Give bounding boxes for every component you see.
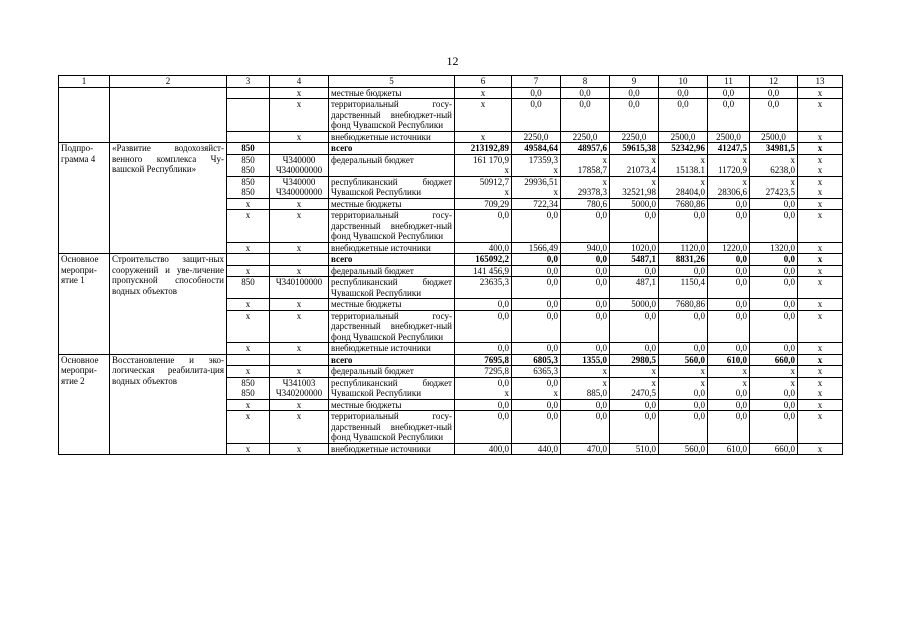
value-cell-12: 660,0 [750, 354, 798, 366]
value-cell-10: 52342,96 [659, 143, 708, 155]
value-cell-11: 0,0 [708, 265, 750, 277]
target-article-cell: х [270, 443, 329, 455]
table-row [59, 87, 843, 99]
value-cell-7: 1566,49 [512, 242, 561, 254]
value-cell-7: 0,0 [512, 343, 561, 355]
code-850-cell [227, 87, 270, 99]
funding-source-cell: территориальный госу-дарственный внебюджет-ный фонд Чувашской Республики [329, 310, 455, 343]
value-cell-7: 0,0 [512, 310, 561, 343]
value-cell-9: 1020,0 [610, 242, 659, 254]
value-cell-7: 2250,0 [512, 131, 561, 143]
value-cell-10: 7680,86 [659, 299, 708, 311]
value-cell-6: 0,0 [455, 310, 512, 343]
value-cell-8: х 29378,3 [561, 176, 610, 198]
value-cell-13: х х [798, 176, 843, 198]
value-cell-7: 6365,3 [512, 366, 561, 378]
value-cell-9: х 2470,5 [610, 377, 659, 399]
value-cell-12: 0,0 [750, 210, 798, 243]
value-cell-6: 50912,7 х [455, 176, 512, 198]
value-cell-6: х [455, 99, 512, 132]
page-number: 12 [446, 54, 459, 68]
value-cell-7: 0,0 [512, 265, 561, 277]
value-cell-10: 0,0 [659, 399, 708, 411]
target-article-cell: х [270, 131, 329, 143]
column-header-9: 9 [610, 76, 659, 88]
value-cell-8: х 885,0 [561, 377, 610, 399]
funding-source-cell: федеральный бюджет [329, 366, 455, 378]
value-cell-13: х х [798, 377, 843, 399]
value-cell-13: х [798, 399, 843, 411]
column-header-1: 1 [59, 76, 110, 88]
value-cell-10: х [659, 366, 708, 378]
value-cell-13: х [798, 131, 843, 143]
column-header-2: 2 [110, 76, 227, 88]
value-cell-13: х [798, 354, 843, 366]
value-cell-7: 0,0 [512, 277, 561, 299]
value-cell-9: 5487,1 [610, 254, 659, 266]
value-cell-9: х 21073,4 [610, 154, 659, 176]
value-cell-11: 0,0 [708, 310, 750, 343]
main-activity-2-description: Восстановление и эко-логическая реабилита-ция водных объектов [110, 354, 227, 455]
value-cell-11: х 11720,9 [708, 154, 750, 176]
value-cell-8: 0,0 [561, 399, 610, 411]
value-cell-13: х [798, 210, 843, 243]
value-cell-12: х [750, 366, 798, 378]
table-row [59, 354, 843, 366]
column-header-5: 5 [329, 76, 455, 88]
value-cell-8: 0,0 [561, 277, 610, 299]
code-850-cell [227, 99, 270, 132]
target-article-cell [270, 254, 329, 266]
value-cell-9: 0,0 [610, 99, 659, 132]
code-cell: х [227, 366, 270, 378]
value-cell-10: х 0,0 [659, 377, 708, 399]
column-header-13: 13 [798, 76, 843, 88]
column-header-11: 11 [708, 76, 750, 88]
target-article-cell: Ч340000 Ч340000000 [270, 176, 329, 198]
value-cell-6: 141 456,9 [455, 265, 512, 277]
value-cell-7: 0,0 [512, 399, 561, 411]
funding-source-cell: внебюджетные источники [329, 443, 455, 455]
value-cell-11: 0,0 [708, 254, 750, 266]
code-cell: 850 [227, 277, 270, 299]
funding-source-cell: внебюджетные источники [329, 131, 455, 143]
value-cell-8: 0,0 [561, 265, 610, 277]
value-cell-7: 49584,64 [512, 143, 561, 155]
value-cell-6: 0,0 [455, 399, 512, 411]
target-article-cell: х [270, 242, 329, 254]
value-cell-13: х [798, 310, 843, 343]
value-cell-11: 2500,0 [708, 131, 750, 143]
value-cell-11: 0,0 [708, 343, 750, 355]
value-cell-11: 0,0 [708, 87, 750, 99]
value-cell-9: 0,0 [610, 310, 659, 343]
funding-source-cell: местные бюджеты [329, 299, 455, 311]
value-cell-10: 1150,4 [659, 277, 708, 299]
value-cell-13: х [798, 443, 843, 455]
value-cell-9: 59615,38 [610, 143, 659, 155]
value-cell-7: 722,34 [512, 198, 561, 210]
target-article-cell: х [270, 310, 329, 343]
code-cell: 850 850 [227, 377, 270, 399]
funding-source-cell: всего [329, 254, 455, 266]
value-cell-10: х 28404,0 [659, 176, 708, 198]
value-cell-11: 0,0 [708, 210, 750, 243]
column-header-12: 12 [750, 76, 798, 88]
value-cell-6: х [455, 131, 512, 143]
main-activity-1-description: Строительство защит-ных сооружений и уве-личение пропускной способности водных объектов [110, 254, 227, 355]
value-cell-6: 0,0 [455, 299, 512, 311]
header-row [59, 76, 843, 88]
budget-table [58, 75, 843, 455]
value-cell-10: 7680,86 [659, 198, 708, 210]
value-cell-13: х [798, 265, 843, 277]
value-cell-11: 0,0 [708, 99, 750, 132]
target-article-cell: Ч341003 Ч340200000 [270, 377, 329, 399]
value-cell-7: 0,0 [512, 99, 561, 132]
value-cell-11: 0,0 [708, 411, 750, 444]
value-cell-12: 2500,0 [750, 131, 798, 143]
value-cell-9: х [610, 366, 659, 378]
value-cell-12: 0,0 [750, 87, 798, 99]
value-cell-6: 213192,89 [455, 143, 512, 155]
value-cell-6: 23635,3 [455, 277, 512, 299]
target-article-cell [270, 354, 329, 366]
target-article-cell: х [270, 99, 329, 132]
code-cell: х [227, 242, 270, 254]
value-cell-6: 0,0 [455, 210, 512, 243]
value-cell-10: 0,0 [659, 265, 708, 277]
target-article-cell: х [270, 343, 329, 355]
value-cell-9: 0,0 [610, 265, 659, 277]
value-cell-11: 610,0 [708, 354, 750, 366]
code-850-cell [227, 131, 270, 143]
value-cell-7: 0,0 [512, 210, 561, 243]
value-cell-10: 0,0 [659, 99, 708, 132]
funding-source-cell: местные бюджеты [329, 198, 455, 210]
value-cell-12: 0,0 [750, 265, 798, 277]
main-activity-2-title: Основное меропри-ятие 2 [59, 354, 110, 455]
value-cell-8: 0,0 [561, 343, 610, 355]
code-cell: х [227, 411, 270, 444]
value-cell-8: 940,0 [561, 242, 610, 254]
value-cell-8: 0,0 [561, 299, 610, 311]
value-cell-7: 0,0 х [512, 377, 561, 399]
value-cell-10: 2500,0 [659, 131, 708, 143]
value-cell-8: 0,0 [561, 310, 610, 343]
target-article-cell: Ч340100000 [270, 277, 329, 299]
code-cell: х [227, 443, 270, 455]
value-cell-11: 0,0 [708, 399, 750, 411]
subprogram-4-title: Подпро-грамма 4 [59, 143, 110, 254]
value-cell-12: х 27423,5 [750, 176, 798, 198]
table-row [59, 143, 843, 155]
value-cell-9: 5000,0 [610, 299, 659, 311]
value-cell-11: х 28306,6 [708, 176, 750, 198]
value-cell-10: 0,0 [659, 210, 708, 243]
value-cell-7: 6805,3 [512, 354, 561, 366]
value-cell-6: 161 170,9 х [455, 154, 512, 176]
value-cell-12: 0,0 [750, 343, 798, 355]
funding-source-cell: федеральный бюджет [329, 265, 455, 277]
value-cell-8: 0,0 [561, 210, 610, 243]
value-cell-11: х [708, 366, 750, 378]
col1-cell [59, 87, 110, 143]
funding-source-cell: местные бюджеты [329, 399, 455, 411]
funding-source-cell: всего [329, 354, 455, 366]
value-cell-12: 0,0 [750, 198, 798, 210]
value-cell-13: х [798, 198, 843, 210]
value-cell-10: 560,0 [659, 354, 708, 366]
value-cell-8: 0,0 [561, 99, 610, 132]
funding-source-cell: внебюджетные источники [329, 343, 455, 355]
target-article-cell: х [270, 399, 329, 411]
value-cell-8: 0,0 [561, 254, 610, 266]
code-cell: 850 850 [227, 154, 270, 176]
code-cell: 850 [227, 143, 270, 155]
column-header-7: 7 [512, 76, 561, 88]
value-cell-12: 0,0 [750, 399, 798, 411]
funding-source-cell: всего [329, 143, 455, 155]
value-cell-7: 440,0 [512, 443, 561, 455]
value-cell-8: х [561, 366, 610, 378]
value-cell-6: 165092,2 [455, 254, 512, 266]
value-cell-11: х 0,0 [708, 377, 750, 399]
funding-source-cell: республиканский бюджет Чувашской Республики [329, 176, 455, 198]
value-cell-12: 1320,0 [750, 242, 798, 254]
value-cell-8: 780,6 [561, 198, 610, 210]
value-cell-7: 17359,3 х [512, 154, 561, 176]
target-article-cell: х [270, 265, 329, 277]
value-cell-10: 0,0 [659, 343, 708, 355]
value-cell-11: 610,0 [708, 443, 750, 455]
value-cell-8: 470,0 [561, 443, 610, 455]
code-cell: х [227, 299, 270, 311]
column-header-3: 3 [227, 76, 270, 88]
value-cell-13: х [798, 299, 843, 311]
value-cell-12: 0,0 [750, 299, 798, 311]
value-cell-7: 0,0 [512, 411, 561, 444]
column-header-10: 10 [659, 76, 708, 88]
value-cell-6: 400,0 [455, 242, 512, 254]
value-cell-13: х [798, 277, 843, 299]
subprogram-4-description: «Развитие водохозяйст-венного комплекса Чу-вашской Республики» [110, 143, 227, 254]
funding-source-cell: внебюджетные источники [329, 242, 455, 254]
value-cell-6: 7295,8 [455, 366, 512, 378]
value-cell-9: 487,1 [610, 277, 659, 299]
target-article-cell: х [270, 87, 329, 99]
code-cell [227, 254, 270, 266]
target-article-cell: Ч340000 Ч340000000 [270, 154, 329, 176]
value-cell-12: 0,0 [750, 411, 798, 444]
value-cell-7: 0,0 [512, 87, 561, 99]
col2-cell [110, 87, 227, 143]
value-cell-12: 0,0 [750, 310, 798, 343]
code-cell: х [227, 210, 270, 243]
value-cell-11: 0,0 [708, 277, 750, 299]
value-cell-12: 0,0 [750, 277, 798, 299]
value-cell-13: х [798, 87, 843, 99]
value-cell-13: х [798, 242, 843, 254]
value-cell-9: 2250,0 [610, 131, 659, 143]
value-cell-7: 0,0 [512, 254, 561, 266]
value-cell-8: 48957,6 [561, 143, 610, 155]
value-cell-12: х 0,0 [750, 377, 798, 399]
value-cell-8: 1355,0 [561, 354, 610, 366]
code-cell: х [227, 310, 270, 343]
value-cell-11: 1220,0 [708, 242, 750, 254]
column-header-4: 4 [270, 76, 329, 88]
code-cell: 850 850 [227, 176, 270, 198]
target-article-cell: х [270, 198, 329, 210]
value-cell-10: 560,0 [659, 443, 708, 455]
value-cell-6: х [455, 87, 512, 99]
value-cell-10: 8831,26 [659, 254, 708, 266]
value-cell-12: х 6238,0 [750, 154, 798, 176]
value-cell-8: х 17858,7 [561, 154, 610, 176]
value-cell-13: х х [798, 154, 843, 176]
funding-source-cell: местные бюджеты [329, 87, 455, 99]
target-article-cell: х [270, 299, 329, 311]
value-cell-13: х [798, 411, 843, 444]
value-cell-11: 41247,5 [708, 143, 750, 155]
value-cell-13: х [798, 366, 843, 378]
value-cell-9: 0,0 [610, 399, 659, 411]
funding-source-cell: федеральный бюджет [329, 154, 455, 176]
value-cell-9: 0,0 [610, 87, 659, 99]
funding-source-cell: территориальный госу-дарственный внебюджет-ный фонд Чувашской Республики [329, 99, 455, 132]
value-cell-8: 0,0 [561, 87, 610, 99]
funding-source-cell: территориальный госу-дарственный внебюджет-ный фонд Чувашской Республики [329, 210, 455, 243]
value-cell-12: 660,0 [750, 443, 798, 455]
column-header-6: 6 [455, 76, 512, 88]
value-cell-8: 2250,0 [561, 131, 610, 143]
value-cell-9: 0,0 [610, 210, 659, 243]
funding-source-cell: республиканский бюджет Чувашской Республики [329, 277, 455, 299]
value-cell-9: 0,0 [610, 411, 659, 444]
value-cell-13: х [798, 343, 843, 355]
target-article-cell: х [270, 411, 329, 444]
value-cell-9: 5000,0 [610, 198, 659, 210]
value-cell-12: 0,0 [750, 99, 798, 132]
funding-source-cell: республиканский бюджет Чувашской Республики [329, 377, 455, 399]
value-cell-12: 34981,5 [750, 143, 798, 155]
code-cell: х [227, 399, 270, 411]
value-cell-6: 709,29 [455, 198, 512, 210]
target-article-cell [270, 143, 329, 155]
value-cell-10: 0,0 [659, 411, 708, 444]
value-cell-6: 0,0 [455, 343, 512, 355]
value-cell-9: х 32521,98 [610, 176, 659, 198]
value-cell-11: 0,0 [708, 198, 750, 210]
code-cell: х [227, 343, 270, 355]
funding-source-cell: территориальный госу-дарственный внебюджет-ный фонд Чувашской Республики [329, 411, 455, 444]
value-cell-10: 0,0 [659, 87, 708, 99]
value-cell-8: 0,0 [561, 411, 610, 444]
value-cell-11: 0,0 [708, 299, 750, 311]
value-cell-10: 0,0 [659, 310, 708, 343]
code-cell: х [227, 198, 270, 210]
code-cell: х [227, 265, 270, 277]
value-cell-6: 0,0 [455, 411, 512, 444]
value-cell-6: 0,0 х [455, 377, 512, 399]
value-cell-9: 510,0 [610, 443, 659, 455]
table-row [59, 254, 843, 266]
value-cell-6: 400,0 [455, 443, 512, 455]
value-cell-10: х 15138.1 [659, 154, 708, 176]
code-cell [227, 354, 270, 366]
value-cell-9: 0,0 [610, 343, 659, 355]
value-cell-6: 7695,8 [455, 354, 512, 366]
value-cell-9: 2980,5 [610, 354, 659, 366]
value-cell-10: 1120,0 [659, 242, 708, 254]
value-cell-7: 0,0 [512, 299, 561, 311]
value-cell-13: х [798, 143, 843, 155]
column-header-8: 8 [561, 76, 610, 88]
main-activity-1-title: Основное меропри-ятие 1 [59, 254, 110, 355]
target-article-cell: х [270, 210, 329, 243]
target-article-cell: х [270, 366, 329, 378]
value-cell-13: х [798, 99, 843, 132]
value-cell-13: х [798, 254, 843, 266]
value-cell-7: 29936,51 х [512, 176, 561, 198]
value-cell-12: 0,0 [750, 254, 798, 266]
